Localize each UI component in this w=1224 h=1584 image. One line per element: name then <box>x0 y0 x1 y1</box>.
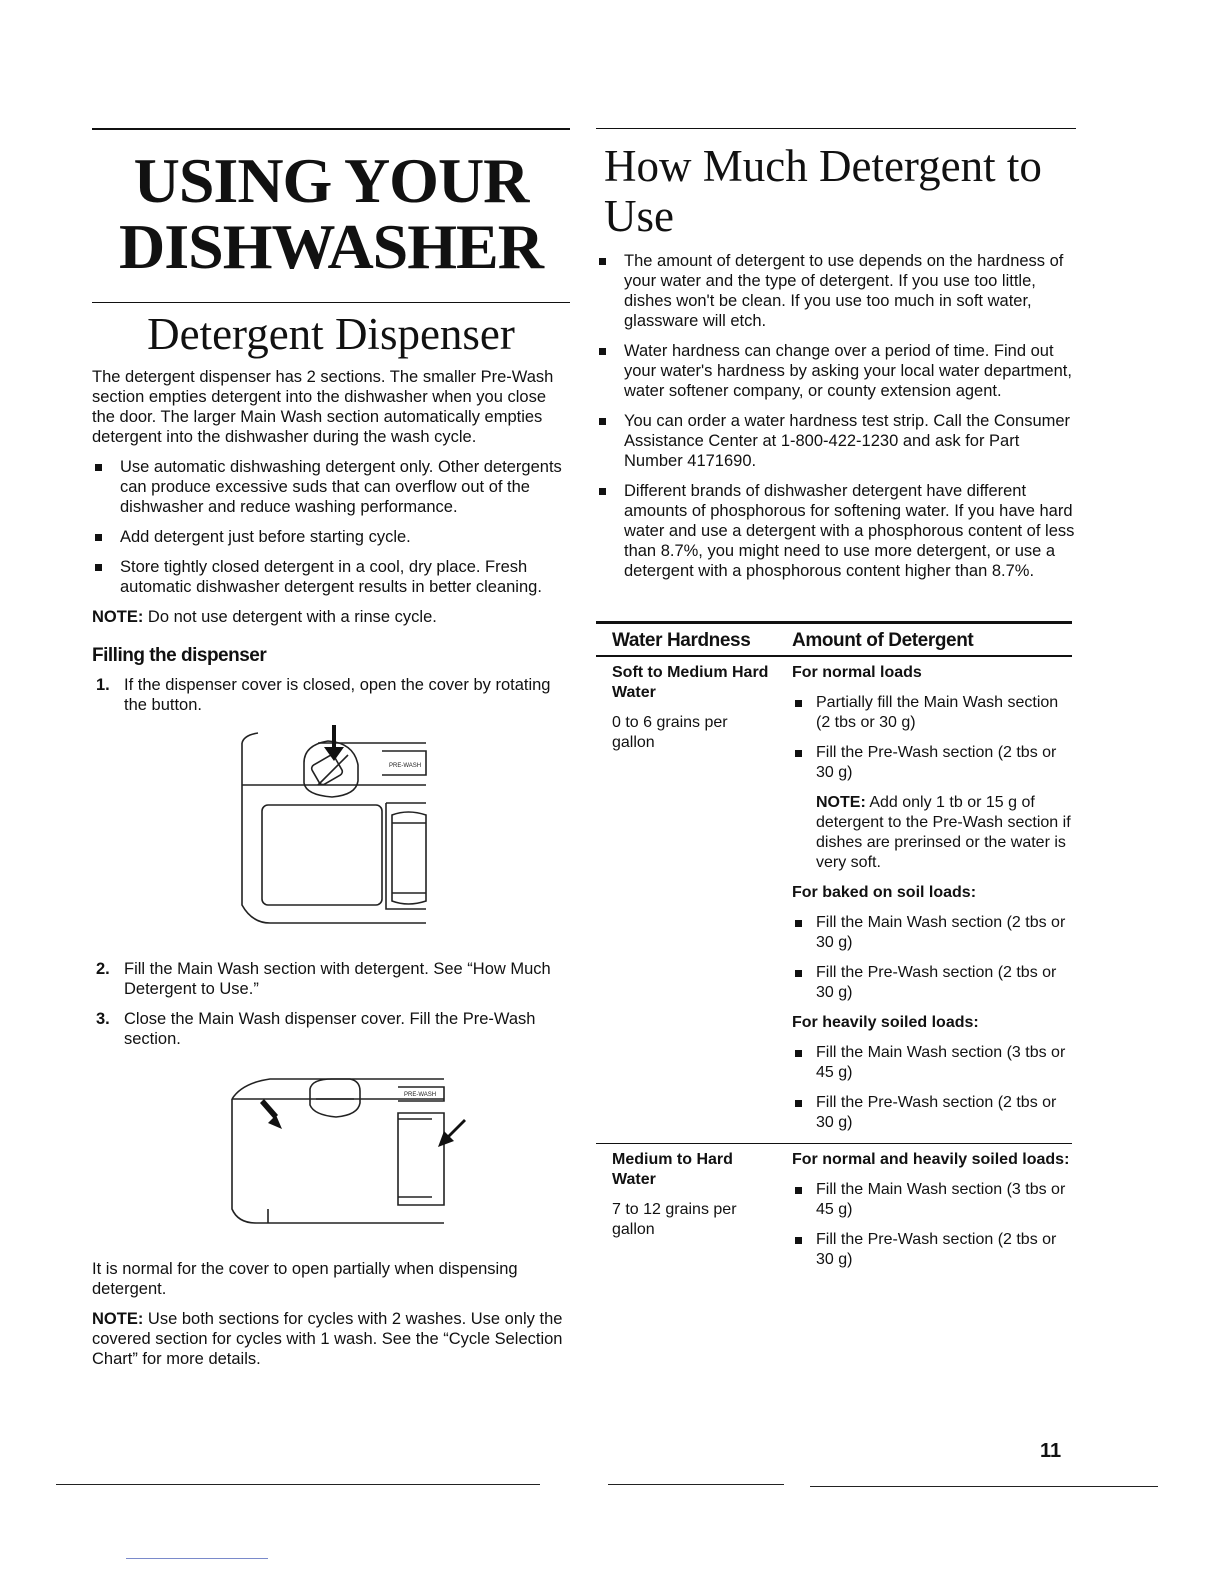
left-column <box>92 128 570 1379</box>
list-item: Fill the Pre-Wash section (2 tbs or 30 g) <box>792 743 1072 783</box>
list-item: Different brands of dishwasher detergent have different amounts of phosphorous for softening water. If you have hard water and use a detergent with a phosphorous content of less than 8.7%, you might need to use more detergent, or use a detergent with a phosphorous content higher than 8.7%. <box>596 481 1076 581</box>
footer-rule <box>608 1484 784 1485</box>
step-item: 3. Close the Main Wash dispenser cover. Fill the Pre-Wash section. <box>96 1010 536 1048</box>
list-item: The amount of detergent to use depends on the hardness of your water and the type of detergent. If you use too little, dishes won't be clean. If you use too much in soft water, glassware will etch. <box>596 251 1076 331</box>
filling-subhead: Filling the dispenser <box>92 645 267 666</box>
footer-rule <box>126 1558 268 1559</box>
title-rule <box>92 302 570 303</box>
dispenser-bullets <box>92 457 570 597</box>
footer-rule <box>810 1486 1158 1487</box>
list-item: Fill the Pre-Wash section (2 tbs or 30 g) <box>792 1230 1072 1270</box>
steps-list-2 <box>92 959 570 1049</box>
list-item: Fill the Pre-Wash section (2 tbs or 30 g) <box>792 1093 1072 1133</box>
prewash-label: PRE-WASH <box>404 1092 437 1098</box>
page-number: 11 <box>1040 1440 1062 1462</box>
page-title: USING YOUR DISHWASHER <box>119 145 543 282</box>
load-label: For heavily soiled loads: <box>792 1014 979 1031</box>
table-row <box>596 657 1072 1143</box>
header-amount: Amount of Detergent <box>792 630 974 651</box>
footer-rule <box>56 1484 540 1485</box>
step-item: 2. Fill the Main Wash section with detergent. See “How Much Detergent to Use.” <box>96 960 551 998</box>
row-grains: 0 to 6 grains per gallon <box>612 714 728 751</box>
row-hardness: Medium to Hard Water <box>612 1151 733 1188</box>
header-water-hardness: Water Hardness <box>612 630 751 651</box>
list-item: You can order a water hardness test strip. Call the Consumer Assistance Center at 1-800-422-1230 and ask for Part Number 4171690. <box>596 411 1076 471</box>
list-item: Fill the Main Wash section (3 tbs or 45 g) <box>792 1180 1072 1220</box>
list-item: Use automatic dishwashing detergent only. Other detergents can produce excessive suds that can overflow out of the dishwasher and reduce washing performance. <box>92 457 570 517</box>
list-item: Fill the Pre-Wash section (2 tbs or 30 g) <box>792 963 1072 1003</box>
steps-list-1 <box>92 675 570 715</box>
right-column <box>596 128 1076 1280</box>
table-row <box>596 1143 1072 1280</box>
table-header <box>596 621 1072 657</box>
amount-bullets <box>596 251 1076 581</box>
note-cycles: NOTE: Use both sections for cycles with 2 washes. Use only the covered section for cycles with 1 wash. See the “Cycle Selection Chart” for more details. <box>92 1310 563 1368</box>
load-label: For normal and heavily soiled loads: <box>792 1151 1070 1168</box>
list-item: Add detergent just before starting cycle. <box>92 527 570 547</box>
list-item: Fill the Main Wash section (3 tbs or 45 g) <box>792 1043 1072 1083</box>
list-item: Partially fill the Main Wash section (2 tbs or 30 g) <box>792 693 1072 733</box>
detergent-table <box>596 621 1072 1280</box>
top-rule <box>596 128 1076 129</box>
row-grains: 7 to 12 grains per gallon <box>612 1201 737 1238</box>
load-label: For normal loads <box>792 664 922 681</box>
list-item: Fill the Main Wash section (2 tbs or 30 g) <box>792 913 1072 953</box>
list-item: Water hardness can change over a period of time. Find out your water's hardness by asking your local water department, water softener company, or county extension agent. <box>596 341 1076 401</box>
row-hardness: Soft to Medium Hard Water <box>612 664 769 701</box>
step-item: 1. If the dispenser cover is closed, open the cover by rotating the button. <box>96 676 551 714</box>
list-item: Store tightly closed detergent in a cool, dry place. Fresh automatic dishwasher detergent results in better cleaning. <box>92 557 570 597</box>
top-rule <box>92 128 570 130</box>
closing-paragraph: It is normal for the cover to open partially when dispensing detergent. <box>92 1260 518 1298</box>
intro-paragraph: The detergent dispenser has 2 sections. The smaller Pre-Wash section empties detergent into the dishwasher when you close the door. The larger Main Wash section automatically empties detergent into the dishwasher during the wash cycle. <box>92 368 554 446</box>
dispenser-open-diagram <box>92 725 570 935</box>
table-note: NOTE: Add only 1 tb or 15 g of detergent to the Pre-Wash section if dishes are prerinsed or the water is very soft. <box>816 794 1071 871</box>
dispenser-closed-diagram <box>92 1059 570 1239</box>
note-rinse: NOTE: Do not use detergent with a rinse cycle. <box>92 608 437 626</box>
section-title-dispenser: Detergent Dispenser <box>147 309 515 359</box>
prewash-label: PRE-WASH <box>389 763 422 769</box>
load-label: For baked on soil loads: <box>792 884 977 901</box>
section-title-amount: How Much Detergent to Use <box>604 141 1042 241</box>
